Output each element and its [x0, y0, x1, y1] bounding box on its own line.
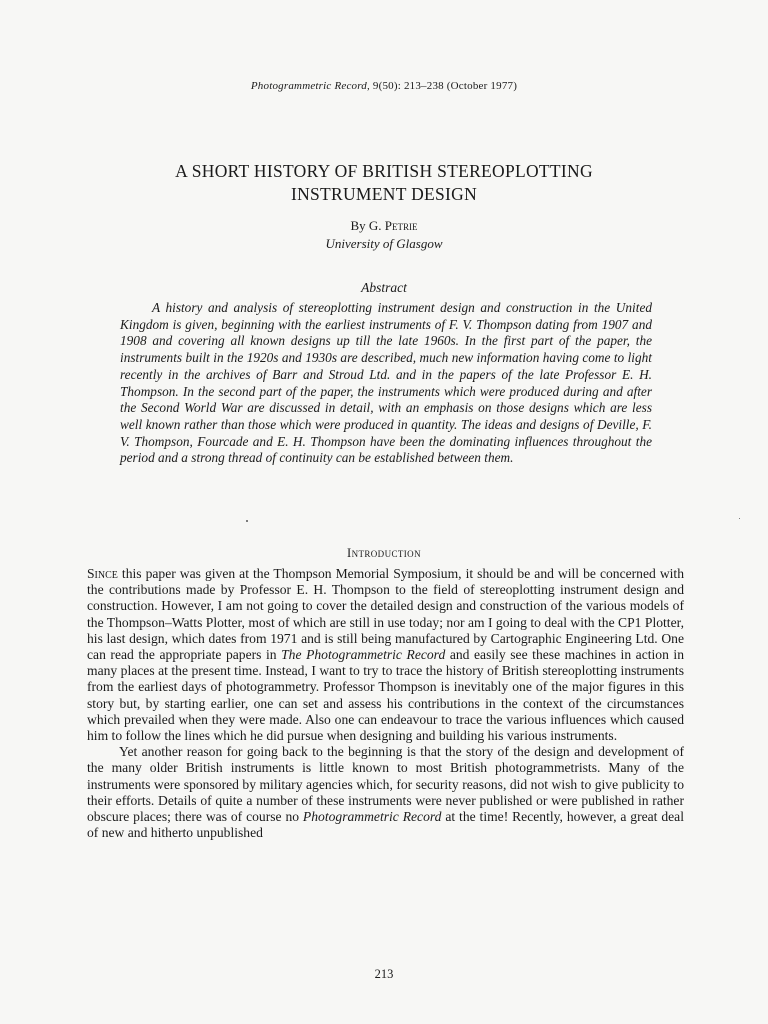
journal-reference: Photogrammetric Record [302, 809, 442, 825]
title-line-2: INSTRUMENT DESIGN [290, 184, 478, 204]
author-affiliation: University of Glasgow [325, 236, 443, 251]
paragraph-text: Yet another reason for going back to the beginning is that the story of the design and development of the many older British instruments is little known to most British photogrammetrists. Many of the instruments were sponsored by military agencies which, for security reasons, did not wish to give publicity to their efforts. Details of quite a number of these instruments were never published or were published in rather obscure places; there was of course no [87, 744, 684, 825]
page-number: 213 [374, 967, 394, 981]
introduction-paragraph-2 [87, 744, 684, 841]
author-name: Petrie [384, 218, 418, 233]
abstract-heading: Abstract [361, 280, 407, 295]
byline-prefix: By G. [350, 218, 382, 233]
author-byline [0, 218, 768, 234]
journal-name: Photogrammetric Record, [250, 80, 370, 92]
introduction-body [87, 566, 684, 841]
running-header [0, 80, 768, 92]
paragraph-text: and easily see these machines in action in many places at the present time. Instead, I want to try to trace the history of British stereoplotting instruments from the earliest days of photogrammetry. Professor Thompson is inevitably one of the major figures in this story but, by starting earlier, one can set and assess his contributions in the context of the circumstances which prevailed when they were made. Also one can endeavour to trace the various influences which caused him to follow the lines which he did pursue when designing and building his various instruments. [87, 647, 685, 744]
paragraph-text: this paper was given at the Thompson Memorial Symposium, it should be and will be concerned with the contributions made by Professor E. H. Thompson to the field of stereoplotting instrument design and construction. However, I am not going to cover the detailed design and construction of the various models of the Thompson–Watts Plotter, most of which are still in use today; nor am I going to deal with the CP1 Plotter, his last design, which dates from 1971 and is still being manufactured by Cartographic Engineering Ltd. One can read the appropriate papers in [87, 566, 684, 663]
introduction-heading: Introduction [347, 546, 421, 560]
journal-reference: The Photogrammetric Record [281, 647, 446, 663]
scan-speck [246, 520, 248, 522]
title-line-1: A SHORT HISTORY OF BRITISH STEREOPLOTTING [175, 161, 593, 181]
journal-citation: 9(50): 213–238 (October 1977) [372, 80, 518, 92]
scan-speck [739, 518, 740, 519]
introduction-paragraph-1 [87, 566, 684, 744]
paragraph-lead-word: Since [87, 566, 118, 581]
paragraph-text: at the time! Recently, however, a great deal of new and hitherto unpublished [87, 809, 684, 841]
paper-title [0, 160, 768, 206]
abstract-text: A history and analysis of stereoplotting instrument design and construction in the United Kingdom is given, beginning with the earliest instruments of F. V. Thompson dating from 1907 and 1908 and covering all known designs up till the late 1960s. In the first part of the paper, the instruments built in the 1920s and 1930s are described, much new information having come to light recently in the archives of Barr and Stroud Ltd. and in the papers of the late Professor E. H. Thompson. In the second part of the paper, the instruments which were produced during and after the Second World War are discussed in detail, with an emphasis on those designs which are less well known rather than those which were produced in quantity. The ideas and designs of Deville, F. V. Thompson, Fourcade and E. H. Thompson have been the dominating influences throughout the period and a strong thread of continuity can be established between them. [120, 300, 652, 466]
